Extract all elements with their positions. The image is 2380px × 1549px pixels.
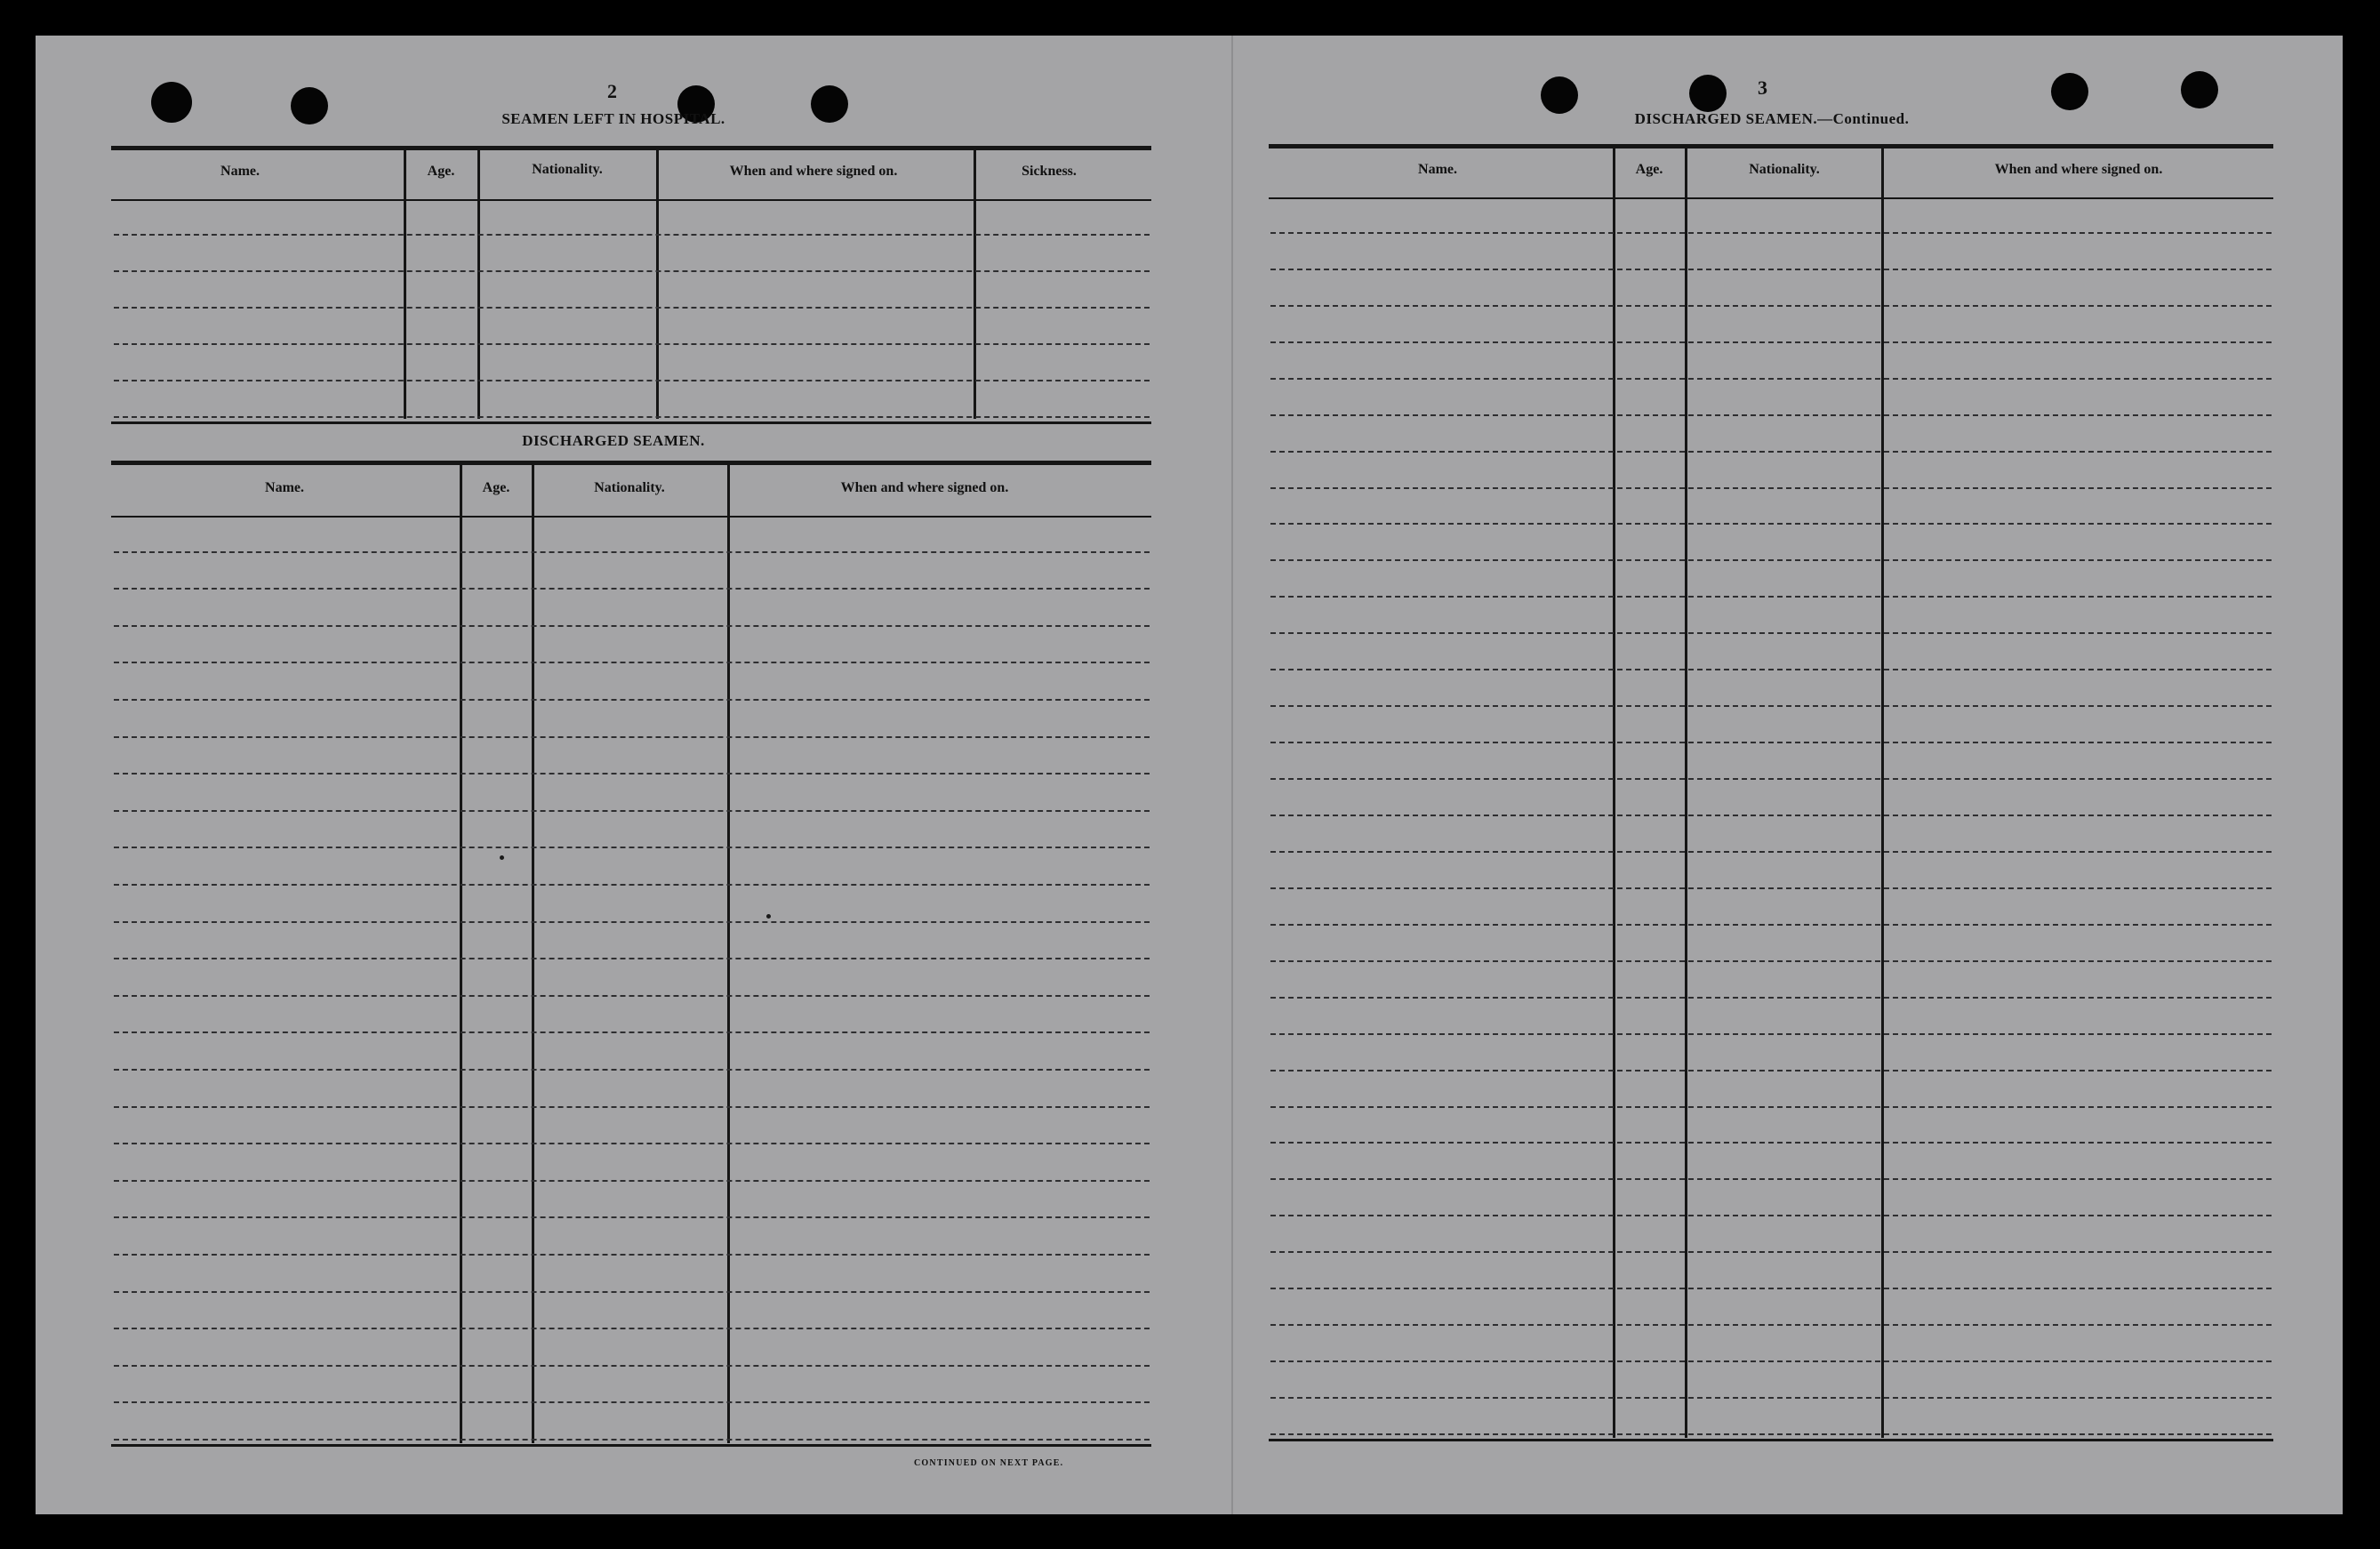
blank-entry-line xyxy=(1270,451,2272,453)
column-header-name: Name. xyxy=(220,164,260,179)
blank-entry-line xyxy=(114,921,1150,923)
column-header-nationality: Nationality. xyxy=(1749,162,1820,177)
column-header-nationality: Nationality. xyxy=(532,162,603,177)
page-number: 3 xyxy=(1758,76,1767,99)
punch-hole xyxy=(2051,73,2088,110)
blank-entry-line xyxy=(1270,960,2272,962)
blank-entry-line xyxy=(114,736,1150,738)
column-divider xyxy=(727,464,730,1443)
column-header-name: Name. xyxy=(1418,162,1457,177)
blank-entry-line xyxy=(1270,414,2272,416)
blank-entry-line xyxy=(1270,269,2272,270)
column-divider xyxy=(974,149,976,419)
blank-entry-line xyxy=(1270,1360,2272,1362)
blank-entry-line xyxy=(1270,705,2272,707)
blank-entry-line xyxy=(114,884,1150,886)
blank-entry-line xyxy=(1270,815,2272,816)
blank-entry-line xyxy=(1270,1178,2272,1180)
punch-hole xyxy=(1689,75,1727,112)
page-number: 2 xyxy=(607,80,617,102)
blank-entry-line xyxy=(1270,232,2272,234)
column-divider xyxy=(532,464,534,1443)
blank-entry-line xyxy=(114,1106,1150,1108)
blank-entry-line xyxy=(1270,997,2272,999)
blank-entry-line xyxy=(114,1328,1150,1329)
table-bottom-rule xyxy=(1269,1439,2273,1441)
table-bottom-rule xyxy=(111,1444,1151,1447)
blank-entry-line xyxy=(114,773,1150,774)
header-bottom-rule xyxy=(1269,197,2273,199)
column-header-age: Age. xyxy=(427,164,455,179)
paper-speck xyxy=(766,914,771,919)
blank-entry-line xyxy=(114,699,1150,701)
punch-hole xyxy=(151,82,192,123)
form-sheet xyxy=(36,36,2343,1514)
blank-entry-line xyxy=(1270,341,2272,343)
blank-entry-line xyxy=(114,307,1150,309)
blank-entry-line xyxy=(114,1069,1150,1071)
blank-entry-line xyxy=(114,1365,1150,1367)
blank-entry-line xyxy=(114,416,1150,418)
blank-entry-line xyxy=(1270,559,2272,561)
left-page xyxy=(36,36,1231,1514)
table-bottom-rule xyxy=(111,421,1151,424)
header-bottom-rule xyxy=(111,199,1151,201)
blank-entry-line xyxy=(1270,669,2272,670)
blank-entry-line xyxy=(114,1216,1150,1218)
punch-hole xyxy=(2181,71,2218,108)
column-header-age: Age. xyxy=(482,480,510,495)
blank-entry-line xyxy=(1270,742,2272,743)
blank-entry-line xyxy=(114,847,1150,848)
column-header-signed-on: When and where signed on. xyxy=(840,480,1009,495)
blank-entry-line xyxy=(1270,1397,2272,1399)
blank-entry-line xyxy=(114,380,1150,381)
blank-entry-line xyxy=(114,625,1150,627)
blank-entry-line xyxy=(114,958,1150,959)
blank-entry-line xyxy=(114,1439,1150,1441)
blank-entry-line xyxy=(114,1143,1150,1144)
blank-entry-line xyxy=(1270,378,2272,380)
blank-entry-line xyxy=(114,270,1150,272)
blank-entry-line xyxy=(1270,1142,2272,1144)
blank-entry-line xyxy=(1270,1215,2272,1216)
blank-entry-line xyxy=(1270,487,2272,489)
blank-entry-line xyxy=(114,810,1150,812)
punch-hole xyxy=(291,87,328,124)
discharged-section-title: DISCHARGED SEAMEN. xyxy=(522,432,705,449)
blank-entry-line xyxy=(1270,887,2272,889)
column-header-nationality: Nationality. xyxy=(594,480,665,495)
blank-entry-line xyxy=(1270,778,2272,780)
header-bottom-rule xyxy=(111,516,1151,518)
blank-entry-line xyxy=(114,234,1150,236)
blank-entry-line xyxy=(1270,1251,2272,1253)
blank-entry-line xyxy=(114,1401,1150,1403)
column-header-signed-on: When and where signed on. xyxy=(1994,162,2163,177)
blank-entry-line xyxy=(114,588,1150,590)
column-divider xyxy=(460,464,462,1443)
blank-entry-line xyxy=(1270,596,2272,598)
blank-entry-line xyxy=(1270,851,2272,853)
table-top-rule xyxy=(111,461,1151,465)
column-header-age: Age. xyxy=(1635,162,1663,177)
blank-entry-line xyxy=(1270,1324,2272,1326)
table-top-rule xyxy=(111,146,1151,150)
continued-note: CONTINUED ON NEXT PAGE. xyxy=(914,1458,1064,1468)
blank-entry-line xyxy=(114,1254,1150,1256)
column-divider xyxy=(404,149,406,419)
blank-entry-line xyxy=(114,1031,1150,1033)
blank-entry-line xyxy=(114,343,1150,345)
blank-entry-line xyxy=(1270,1433,2272,1435)
blank-entry-line xyxy=(114,995,1150,997)
hospital-section-title: SEAMEN LEFT IN HOSPITAL. xyxy=(501,110,725,127)
column-header-sickness: Sickness. xyxy=(1022,164,1077,179)
paper-speck xyxy=(500,855,504,860)
blank-entry-line xyxy=(1270,924,2272,926)
column-divider xyxy=(656,149,659,419)
discharged-continued-title: DISCHARGED SEAMEN.—Continued. xyxy=(1634,110,1910,127)
blank-entry-line xyxy=(1270,1288,2272,1289)
punch-hole xyxy=(811,85,848,123)
blank-entry-line xyxy=(1270,632,2272,634)
blank-entry-line xyxy=(114,662,1150,663)
blank-entry-line xyxy=(114,1291,1150,1293)
blank-entry-line xyxy=(1270,1070,2272,1071)
blank-entry-line xyxy=(114,551,1150,553)
blank-entry-line xyxy=(1270,1106,2272,1108)
punch-hole xyxy=(1541,76,1578,114)
column-header-name: Name. xyxy=(265,480,304,495)
table-top-rule xyxy=(1269,144,2273,148)
blank-entry-line xyxy=(1270,305,2272,307)
blank-entry-line xyxy=(1270,1033,2272,1035)
blank-entry-line xyxy=(1270,523,2272,525)
blank-entry-line xyxy=(114,1180,1150,1182)
column-divider xyxy=(477,149,480,419)
right-page xyxy=(1233,36,2343,1514)
column-header-signed-on: When and where signed on. xyxy=(729,164,898,179)
